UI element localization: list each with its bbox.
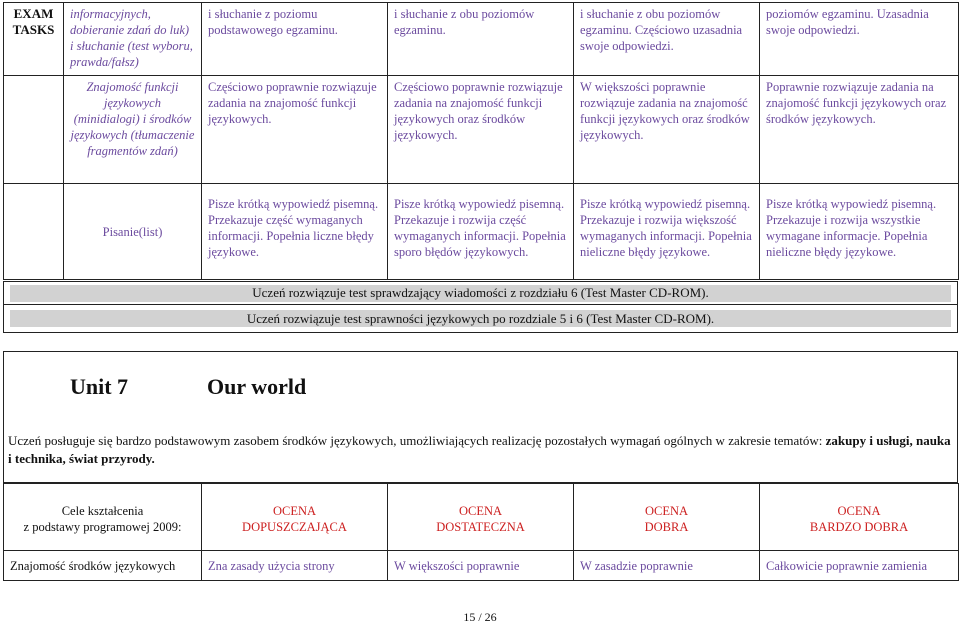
grade-4-cell: Pisze krótką wypowiedź pisemną. Przekazuje i rozwija większość wymaganych informacji. Popełnia nieliczne błędy językowe. <box>574 184 760 280</box>
grade-name: DOSTATECZNA <box>436 519 525 534</box>
goals-header-line1: Cele kształcenia <box>61 503 144 518</box>
grade-4-cell: W większości poprawnie rozwiązuje zadania na znajomość funkcji językowych oraz środków językowych. <box>574 76 760 184</box>
grade-3-cell: W większości poprawnie <box>388 551 574 581</box>
table-row <box>4 3 959 76</box>
test-band-text: Uczeń rozwiązuje test sprawdzający wiadomości z rozdziału 6 (Test Master CD-ROM). <box>252 285 709 300</box>
grade-3-cell: Pisze krótką wypowiedź pisemną. Przekazuje i rozwija część wymaganych informacji. Popełnia sporo błędów językowych. <box>388 184 574 280</box>
grade-header-dopuszczajaca <box>202 484 388 551</box>
grade-5-cell: Poprawnie rozwiązuje zadania na znajomość funkcji językowych oraz środków językowych. <box>760 76 959 184</box>
goals-header-line2: z podstawy programowej 2009: <box>23 519 182 534</box>
test-band-text: Uczeń rozwiązuje test sprawności językowych po rozdziale 5 i 6 (Test Master CD-ROM). <box>246 311 715 326</box>
grade-2-cell: Pisze krótką wypowiedź pisemną. Przekazuje część wymaganych informacji. Popełnia liczne błędy językowe. <box>202 184 388 280</box>
task-type-cell: Znajomość funkcji językowych (minidialogi) i środków językowych (tłumaczenie fragmentów zdań) <box>64 76 202 184</box>
test-band-row <box>3 281 958 305</box>
goals-header-cell <box>4 484 202 551</box>
table-row <box>4 184 959 280</box>
grade-name: DOPUSZCZAJĄCA <box>242 519 347 534</box>
unit-description-text: Uczeń posługuje się bardzo podstawowym zasobem środków językowych, umożliwiających realizację pozostałych wymagań ogólnych w zakresie tematów: <box>8 433 823 448</box>
unit-topics: zakupy i usługi, nauka i technika, świat przyrody. <box>8 433 951 466</box>
grade-header-bardzo-dobra <box>760 484 959 551</box>
grade-3-cell: i słuchanie z obu poziomów egzaminu. <box>388 3 574 76</box>
grade-5-cell: Całkowicie poprawnie zamienia <box>760 551 959 581</box>
grade-name: BARDZO DOBRA <box>809 519 909 534</box>
grade-label: OCENA <box>644 503 689 518</box>
grade-2-cell: Zna zasady użycia strony <box>202 551 388 581</box>
page-number: 15 / 26 <box>463 610 497 624</box>
grade-3-cell: Częściowo poprawnie rozwiązuje zadania na znajomość funkcji językowych oraz środków językowych. <box>388 76 574 184</box>
test-band-row <box>3 305 958 333</box>
grade-label: OCENA <box>458 503 503 518</box>
unit-title: Our world <box>207 374 307 399</box>
unit-box <box>3 351 958 483</box>
grading-table-unit7 <box>3 483 959 581</box>
task-type-cell: informacyjnych, dobieranie zdań do luk) i słuchanie (test wyboru, prawda/fałsz) <box>64 3 202 76</box>
grade-5-cell: poziomów egzaminu. Uzasadnia swoje odpowiedzi. <box>760 3 959 76</box>
grade-5-cell: Pisze krótką wypowiedź pisemną. Przekazuje i rozwija wszystkie wymagane informacje. Popełnia nieliczne błędy językowe. <box>760 184 959 280</box>
table-row <box>4 551 959 581</box>
grade-label: OCENA <box>272 503 317 518</box>
grade-4-cell: W zasadzie poprawnie <box>574 551 760 581</box>
grade-2-cell: i słuchanie z poziomu podstawowego egzaminu. <box>202 3 388 76</box>
exam-tasks-header: EXAM TASKS <box>4 3 64 76</box>
grade-header-dostateczna <box>388 484 574 551</box>
grading-table-unit6 <box>3 2 959 280</box>
skill-cell: Znajomość środków językowych <box>4 551 202 581</box>
unit-number: Unit 7 <box>70 374 129 399</box>
table-row <box>4 76 959 184</box>
grade-label: OCENA <box>837 503 881 518</box>
grade-4-cell: i słuchanie z obu poziomów egzaminu. Częściowo uzasadnia swoje odpowiedzi. <box>574 3 760 76</box>
unit-description <box>8 432 953 468</box>
task-type-cell: Pisanie(list) <box>64 184 202 280</box>
grade-name: DOBRA <box>644 519 689 534</box>
empty-cell <box>4 76 64 184</box>
empty-cell <box>4 184 64 280</box>
grade-header-dobra <box>574 484 760 551</box>
grade-2-cell: Częściowo poprawnie rozwiązuje zadania na znajomość funkcji językowych. <box>202 76 388 184</box>
table-row <box>4 484 959 551</box>
